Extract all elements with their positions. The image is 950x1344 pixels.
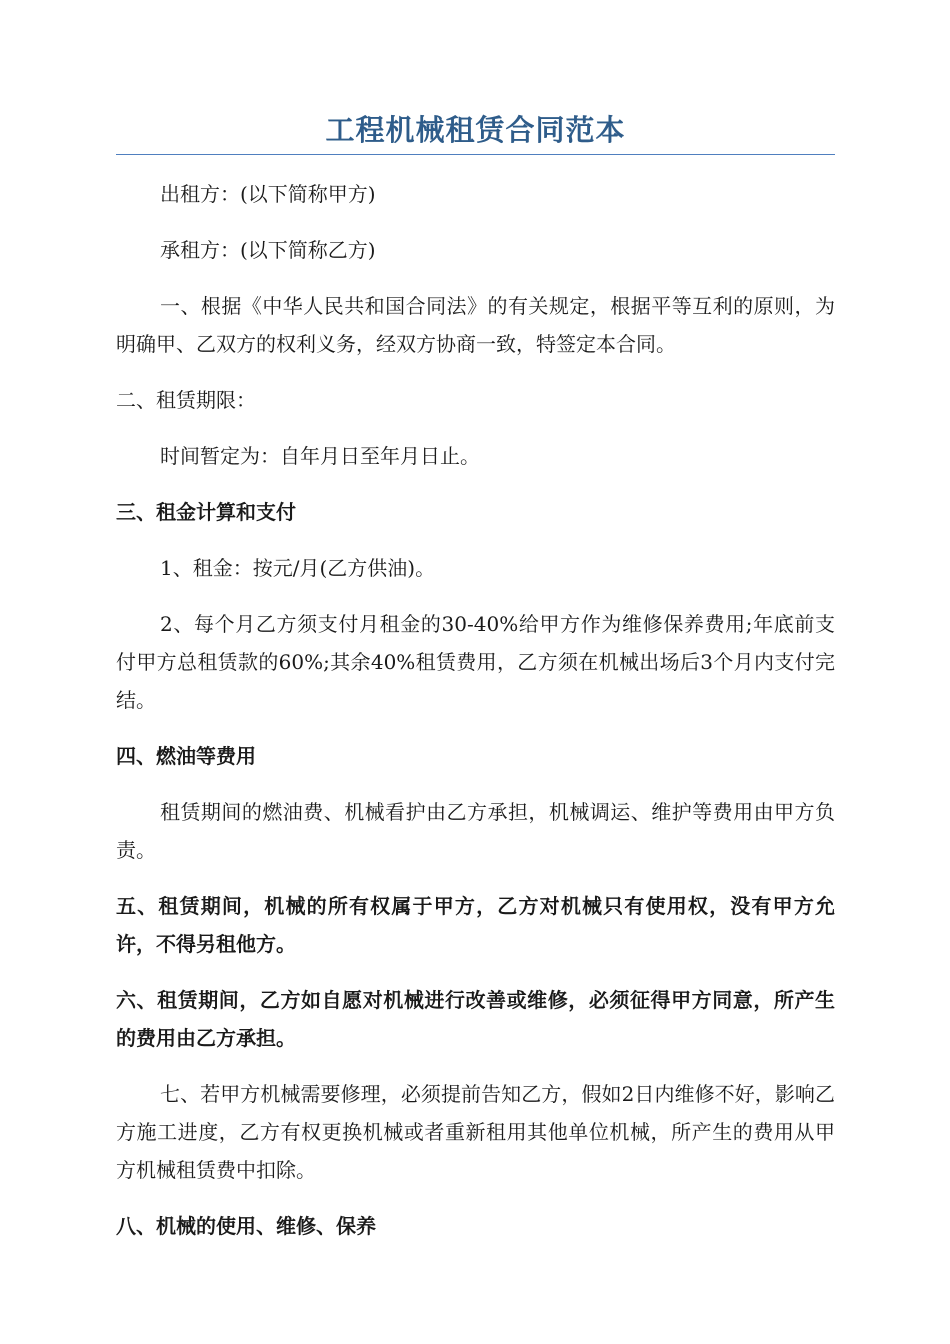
- document-page: [116, 108, 835, 1245]
- lessor-line: 出租方：(以下简称甲方): [160, 182, 376, 206]
- clause-2-text: 时间暂定为：自年月日至年月日止。: [160, 444, 480, 468]
- clause-3-item-2: 2、每个月乙方须支付月租金的30-40%给甲方作为维修保养费用;年底前支付甲方总租赁款的60%;其余40%租赁费用，乙方须在机械出场后3个月内支付完结。: [116, 612, 835, 712]
- clause-8-heading: 八、机械的使用、维修、保养: [116, 1214, 376, 1238]
- clause-1: 一、根据《中华人民共和国合同法》的有关规定，根据平等互利的原则，为明确甲、乙双方的权利义务，经双方协商一致，特签定本合同。: [116, 294, 835, 356]
- clause-4-heading: 四、燃油等费用: [116, 744, 256, 768]
- clause-4-text: 租赁期间的燃油费、机械看护由乙方承担，机械调运、维护等费用由甲方负责。: [116, 800, 835, 862]
- lessee-line: 承租方：(以下简称乙方): [160, 238, 376, 262]
- clause-6: 六、租赁期间，乙方如自愿对机械进行改善或维修，必须征得甲方同意，所产生的费用由乙方承担。: [116, 988, 835, 1050]
- clause-7: 七、若甲方机械需要修理，必须提前告知乙方，假如2日内维修不好，影响乙方施工进度，乙方有权更换机械或者重新租用其他单位机械，所产生的费用从甲方机械租赁费中扣除。: [116, 1082, 835, 1182]
- clause-2-heading: 二、租赁期限：: [116, 388, 256, 412]
- clause-3-item-1: 1、租金：按元/月(乙方供油)。: [160, 556, 436, 580]
- clause-3-heading: 三、租金计算和支付: [116, 500, 296, 524]
- document-title: 工程机械租赁合同范本: [116, 108, 835, 155]
- clause-5: 五、租赁期间，机械的所有权属于甲方，乙方对机械只有使用权，没有甲方允许，不得另租他方。: [116, 894, 835, 956]
